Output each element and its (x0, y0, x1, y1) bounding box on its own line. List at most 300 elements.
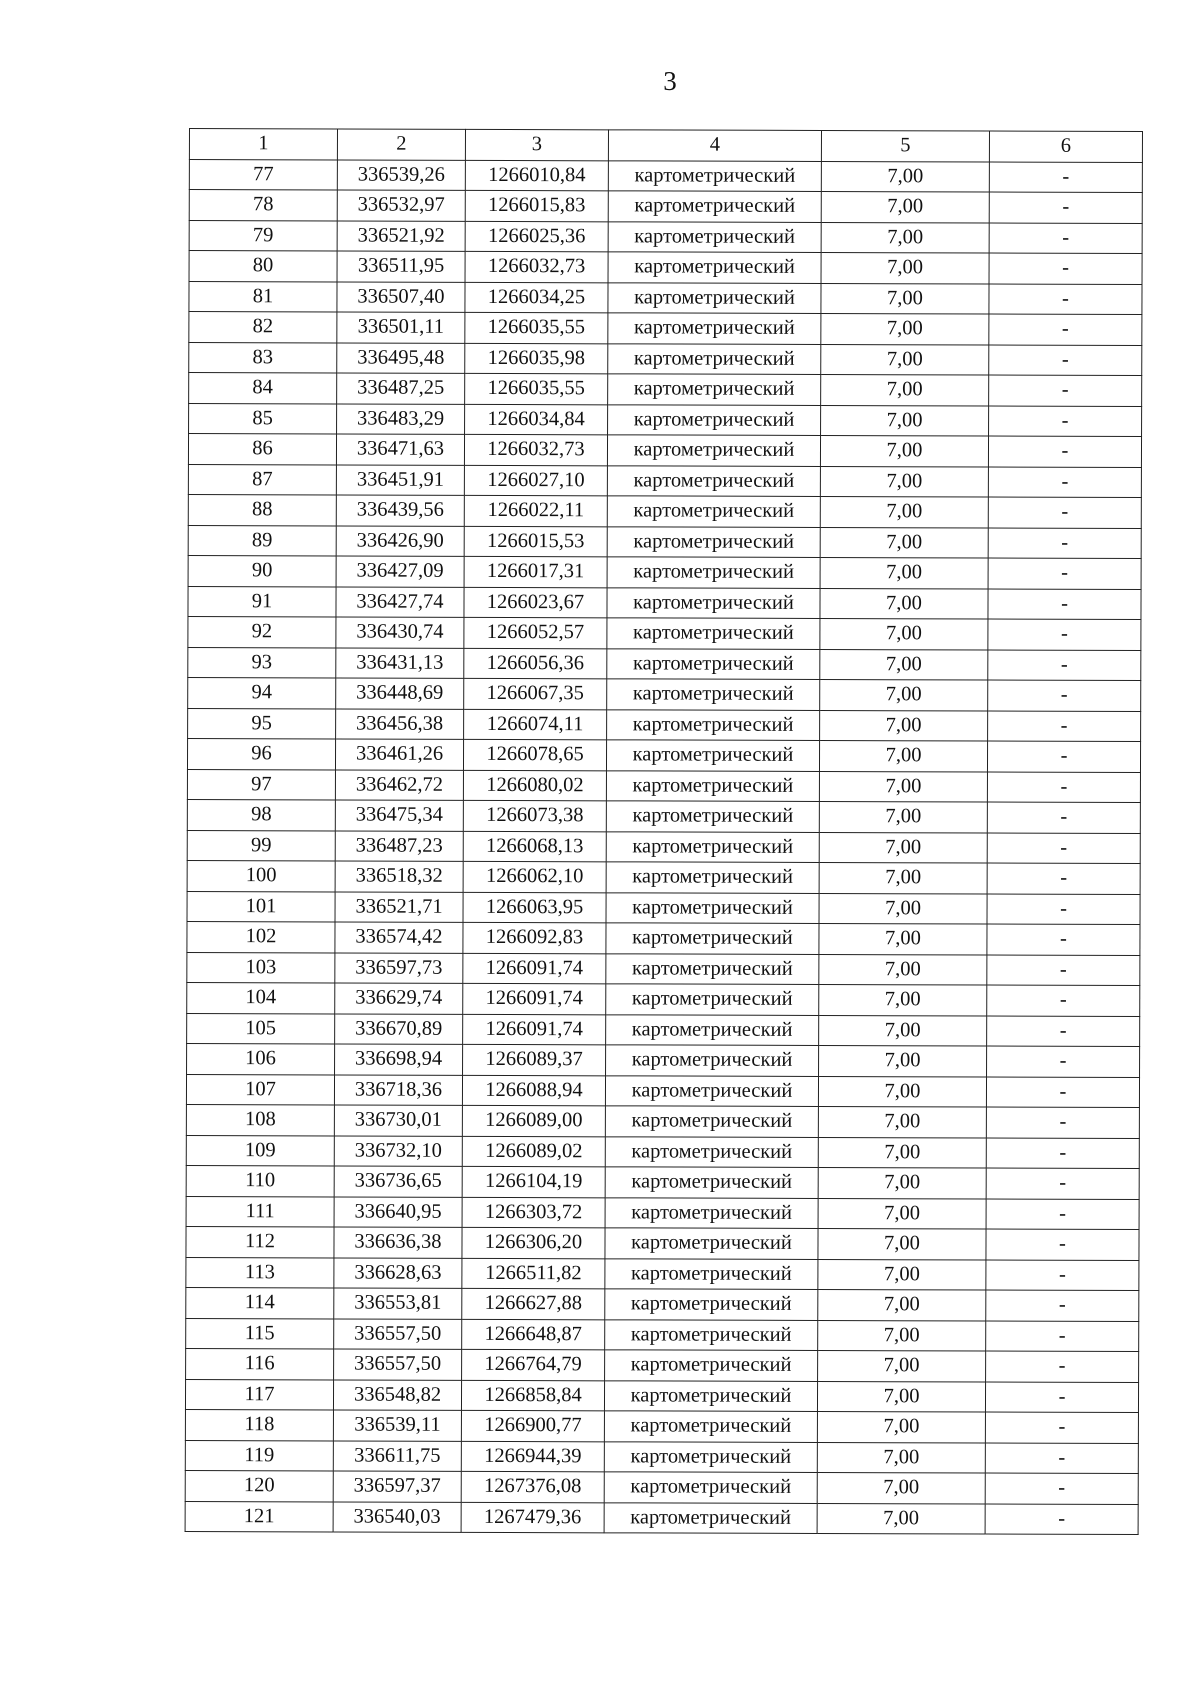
point-number-cell: 92 (188, 616, 336, 647)
point-number-cell: 105 (187, 1013, 335, 1044)
accuracy-cell: 7,00 (817, 1411, 985, 1442)
method-cell: картометрический (606, 770, 819, 801)
table-row (189, 251, 1142, 284)
accuracy-cell: 7,00 (820, 466, 988, 497)
accuracy-cell: 7,00 (817, 1442, 985, 1473)
x-coordinate-cell: 336471,63 (336, 434, 464, 465)
table-row (187, 799, 1140, 832)
accuracy-cell: 7,00 (817, 1381, 985, 1412)
y-coordinate-cell: 1266089,02 (462, 1136, 605, 1167)
table-row (185, 1409, 1138, 1442)
note-cell: - (989, 375, 1142, 406)
accuracy-cell: 7,00 (821, 222, 989, 253)
note-cell: - (987, 955, 1140, 986)
y-coordinate-cell: 1266035,55 (465, 312, 608, 343)
method-cell: картометрический (605, 1350, 818, 1381)
note-cell: - (985, 1412, 1138, 1443)
table-row (186, 1348, 1139, 1381)
accuracy-cell: 7,00 (819, 1015, 987, 1046)
x-coordinate-cell: 336574,42 (335, 922, 463, 953)
x-coordinate-cell: 336431,13 (336, 647, 464, 678)
method-cell: картометрический (608, 160, 821, 191)
y-coordinate-cell: 1266027,10 (464, 465, 607, 496)
note-cell: - (988, 619, 1141, 650)
note-cell: - (987, 741, 1140, 772)
accuracy-cell: 7,00 (821, 283, 989, 314)
table-row (185, 1440, 1138, 1473)
point-number-cell: 93 (188, 647, 336, 678)
y-coordinate-cell: 1266010,84 (465, 160, 608, 191)
table-row (188, 616, 1141, 649)
method-cell: картометрический (608, 252, 821, 283)
point-number-cell: 108 (186, 1104, 334, 1135)
x-coordinate-cell: 336629,74 (335, 983, 463, 1014)
coordinates-table (185, 128, 1143, 1535)
table-header (189, 129, 1142, 162)
method-cell: картометрический (604, 1380, 817, 1411)
point-number-cell: 90 (188, 555, 336, 586)
note-cell: - (988, 528, 1141, 559)
y-coordinate-cell: 1266056,36 (464, 648, 607, 679)
method-cell: картометрический (606, 862, 819, 893)
note-cell: - (988, 497, 1141, 528)
accuracy-cell: 7,00 (819, 801, 987, 832)
x-coordinate-cell: 336448,69 (336, 678, 464, 709)
y-coordinate-cell: 1266034,25 (465, 282, 608, 313)
accuracy-cell: 7,00 (821, 161, 989, 192)
x-coordinate-cell: 336426,90 (336, 525, 464, 556)
method-cell: картометрический (607, 557, 820, 588)
y-coordinate-cell: 1266944,39 (461, 1441, 604, 1472)
note-cell: - (987, 772, 1140, 803)
point-number-cell: 113 (186, 1257, 334, 1288)
table-row (187, 982, 1140, 1015)
method-cell: картометрический (606, 892, 819, 923)
point-number-cell: 84 (189, 373, 337, 404)
x-coordinate-cell: 336557,50 (334, 1349, 462, 1380)
y-coordinate-cell: 1266032,73 (464, 434, 607, 465)
x-coordinate-cell: 336451,91 (336, 464, 464, 495)
table-row (189, 403, 1142, 436)
method-cell: картометрический (608, 191, 821, 222)
table-row (186, 1196, 1139, 1229)
point-number-cell: 100 (187, 860, 335, 891)
note-cell: - (989, 284, 1142, 315)
note-cell: - (987, 985, 1140, 1016)
method-cell: картометрический (607, 465, 820, 496)
accuracy-cell: 7,00 (818, 1076, 986, 1107)
accuracy-cell: 7,00 (819, 954, 987, 985)
method-cell: картометрический (608, 221, 821, 252)
point-number-cell: 95 (188, 708, 336, 739)
accuracy-cell: 7,00 (821, 313, 989, 344)
x-coordinate-cell: 336427,74 (336, 586, 464, 617)
table-row (188, 647, 1141, 680)
y-coordinate-cell: 1266511,82 (462, 1258, 605, 1289)
method-cell: картометрический (606, 831, 819, 862)
method-cell: картометрический (605, 1289, 818, 1320)
method-cell: картометрический (607, 618, 820, 649)
method-cell: картометрический (608, 282, 821, 313)
method-cell: картометрический (607, 709, 820, 740)
note-cell: - (985, 1443, 1138, 1474)
y-coordinate-cell: 1266089,00 (462, 1105, 605, 1136)
point-number-cell: 81 (189, 281, 337, 312)
point-number-cell: 115 (186, 1318, 334, 1349)
page-number: 3 (663, 66, 677, 96)
point-number-cell: 120 (185, 1470, 333, 1501)
table-row (186, 1257, 1139, 1290)
point-number-cell: 101 (187, 891, 335, 922)
note-cell: - (987, 833, 1140, 864)
method-cell: картометрический (605, 1228, 818, 1259)
x-coordinate-cell: 336507,40 (337, 281, 465, 312)
note-cell: - (986, 1321, 1139, 1352)
table-row (187, 860, 1140, 893)
note-cell: - (986, 1168, 1139, 1199)
accuracy-cell: 7,00 (820, 618, 988, 649)
table-row (187, 891, 1140, 924)
method-cell: картометрический (605, 1106, 818, 1137)
point-number-cell: 106 (187, 1043, 335, 1074)
y-coordinate-cell: 1266080,02 (463, 770, 606, 801)
note-cell: - (986, 1199, 1139, 1230)
method-cell: картометрический (605, 1167, 818, 1198)
accuracy-cell: 7,00 (820, 679, 988, 710)
x-coordinate-cell: 336501,11 (337, 312, 465, 343)
accuracy-cell: 7,00 (817, 1503, 985, 1534)
table-row (189, 373, 1142, 406)
x-coordinate-cell: 336636,38 (334, 1227, 462, 1258)
x-coordinate-cell: 336487,25 (337, 373, 465, 404)
x-coordinate-cell: 336732,10 (334, 1135, 462, 1166)
x-coordinate-cell: 336730,01 (334, 1105, 462, 1136)
x-coordinate-cell: 336640,95 (334, 1196, 462, 1227)
table-row (189, 281, 1142, 314)
point-number-cell: 87 (188, 464, 336, 495)
accuracy-cell: 7,00 (820, 588, 988, 619)
point-number-cell: 79 (189, 220, 337, 251)
table-row (186, 1287, 1139, 1320)
point-number-cell: 85 (189, 403, 337, 434)
y-coordinate-cell: 1266764,79 (462, 1349, 605, 1380)
y-coordinate-cell: 1266306,20 (462, 1227, 605, 1258)
y-coordinate-cell: 1266034,84 (465, 404, 608, 435)
accuracy-cell: 7,00 (819, 923, 987, 954)
method-cell: картометрический (608, 374, 821, 405)
method-cell: картометрический (606, 1014, 819, 1045)
note-cell: - (989, 192, 1142, 223)
table-row (188, 708, 1141, 741)
method-cell: картометрический (607, 679, 820, 710)
method-cell: картометрический (607, 526, 820, 557)
table-row (188, 494, 1141, 527)
point-number-cell: 102 (187, 921, 335, 952)
accuracy-cell: 7,00 (818, 1228, 986, 1259)
point-number-cell: 103 (187, 952, 335, 983)
point-number-cell: 80 (189, 251, 337, 282)
accuracy-cell: 7,00 (819, 893, 987, 924)
x-coordinate-cell: 336539,26 (337, 159, 465, 190)
point-number-cell: 119 (185, 1440, 333, 1471)
point-number-cell: 77 (189, 159, 337, 190)
method-cell: картометрический (606, 1045, 819, 1076)
method-cell: картометрический (604, 1502, 817, 1533)
x-coordinate-cell: 336439,56 (336, 495, 464, 526)
method-cell: картометрический (608, 404, 821, 435)
y-coordinate-cell: 1266092,83 (463, 922, 606, 953)
x-coordinate-cell: 336521,71 (335, 891, 463, 922)
table-row (187, 1013, 1140, 1046)
y-coordinate-cell: 1266074,11 (464, 709, 607, 740)
point-number-cell: 104 (187, 982, 335, 1013)
note-cell: - (986, 1260, 1139, 1291)
point-number-cell: 109 (186, 1135, 334, 1166)
column-header-4: 4 (608, 130, 821, 161)
method-cell: картометрический (604, 1441, 817, 1472)
y-coordinate-cell: 1266067,35 (464, 678, 607, 709)
note-cell: - (986, 1290, 1139, 1321)
point-number-cell: 96 (187, 738, 335, 769)
accuracy-cell: 7,00 (818, 1289, 986, 1320)
x-coordinate-cell: 336670,89 (335, 1013, 463, 1044)
y-coordinate-cell: 1266023,67 (464, 587, 607, 618)
accuracy-cell: 7,00 (821, 344, 989, 375)
y-coordinate-cell: 1266052,57 (464, 617, 607, 648)
x-coordinate-cell: 336462,72 (335, 769, 463, 800)
point-number-cell: 82 (189, 312, 337, 343)
point-number-cell: 118 (185, 1409, 333, 1440)
note-cell: - (988, 680, 1141, 711)
note-cell: - (986, 1107, 1139, 1138)
table-row (188, 555, 1141, 588)
accuracy-cell: 7,00 (818, 1106, 986, 1137)
table-row (188, 525, 1141, 558)
point-number-cell: 111 (186, 1196, 334, 1227)
point-number-cell: 114 (186, 1287, 334, 1318)
note-cell: - (986, 1351, 1139, 1382)
y-coordinate-cell: 1266063,95 (463, 892, 606, 923)
table-row (186, 1318, 1139, 1351)
accuracy-cell: 7,00 (817, 1472, 985, 1503)
method-cell: картометрический (605, 1197, 818, 1228)
table-row (187, 769, 1140, 802)
y-coordinate-cell: 1266091,74 (463, 1014, 606, 1045)
point-number-cell: 94 (188, 677, 336, 708)
note-cell: - (987, 802, 1140, 833)
method-cell: картометрический (605, 1075, 818, 1106)
y-coordinate-cell: 1266062,10 (463, 861, 606, 892)
method-cell: картометрический (607, 435, 820, 466)
note-cell: - (989, 253, 1142, 284)
accuracy-cell: 7,00 (819, 740, 987, 771)
accuracy-cell: 7,00 (818, 1350, 986, 1381)
accuracy-cell: 7,00 (819, 862, 987, 893)
accuracy-cell: 7,00 (818, 1320, 986, 1351)
table-row (186, 1226, 1139, 1259)
y-coordinate-cell: 1266900,77 (461, 1410, 604, 1441)
y-coordinate-cell: 1266035,55 (465, 373, 608, 404)
point-number-cell: 91 (188, 586, 336, 617)
point-number-cell: 89 (188, 525, 336, 556)
table-row (187, 952, 1140, 985)
note-cell: - (985, 1473, 1138, 1504)
accuracy-cell: 7,00 (820, 527, 988, 558)
y-coordinate-cell: 1266091,74 (463, 983, 606, 1014)
x-coordinate-cell: 336532,97 (337, 190, 465, 221)
point-number-cell: 112 (186, 1226, 334, 1257)
method-cell: картометрический (604, 1472, 817, 1503)
point-number-cell: 99 (187, 830, 335, 861)
x-coordinate-cell: 336495,48 (337, 342, 465, 373)
x-coordinate-cell: 336557,50 (334, 1318, 462, 1349)
x-coordinate-cell: 336539,11 (333, 1410, 461, 1441)
point-number-cell: 110 (186, 1165, 334, 1196)
y-coordinate-cell: 1266088,94 (462, 1075, 605, 1106)
method-cell: картометрический (606, 923, 819, 954)
point-number-cell: 78 (189, 190, 337, 221)
table-row (188, 464, 1141, 497)
point-number-cell: 98 (187, 799, 335, 830)
accuracy-cell: 7,00 (818, 1167, 986, 1198)
x-coordinate-cell: 336597,37 (333, 1471, 461, 1502)
table-row (185, 1470, 1138, 1503)
table-row (189, 159, 1142, 192)
point-number-cell: 97 (187, 769, 335, 800)
note-cell: - (988, 558, 1141, 589)
table-row (186, 1104, 1139, 1137)
point-number-cell: 117 (185, 1379, 333, 1410)
y-coordinate-cell: 1266015,53 (464, 526, 607, 557)
y-coordinate-cell: 1266032,73 (465, 251, 608, 282)
accuracy-cell: 7,00 (820, 710, 988, 741)
note-cell: - (989, 314, 1142, 345)
note-cell: - (988, 436, 1141, 467)
table-row (186, 1135, 1139, 1168)
x-coordinate-cell: 336698,94 (335, 1044, 463, 1075)
method-cell: картометрический (608, 313, 821, 344)
y-coordinate-cell: 1267479,36 (461, 1502, 604, 1533)
note-cell: - (985, 1382, 1138, 1413)
method-cell: картометрический (608, 343, 821, 374)
x-coordinate-cell: 336475,34 (335, 800, 463, 831)
accuracy-cell: 7,00 (820, 649, 988, 680)
y-coordinate-cell: 1266078,65 (463, 739, 606, 770)
note-cell: - (986, 1077, 1139, 1108)
accuracy-cell: 7,00 (819, 771, 987, 802)
accuracy-cell: 7,00 (819, 1045, 987, 1076)
y-coordinate-cell: 1266858,84 (461, 1380, 604, 1411)
method-cell: картометрический (607, 648, 820, 679)
x-coordinate-cell: 336487,23 (335, 830, 463, 861)
column-header-3: 3 (465, 129, 608, 160)
x-coordinate-cell: 336553,81 (334, 1288, 462, 1319)
note-cell: - (987, 863, 1140, 894)
table-row (185, 1379, 1138, 1412)
method-cell: картометрический (604, 1411, 817, 1442)
note-cell: - (988, 650, 1141, 681)
column-header-5: 5 (821, 130, 989, 161)
method-cell: картометрический (607, 496, 820, 527)
y-coordinate-cell: 1267376,08 (461, 1471, 604, 1502)
note-cell: - (988, 589, 1141, 620)
y-coordinate-cell: 1266022,11 (464, 495, 607, 526)
method-cell: картометрический (605, 1319, 818, 1350)
table-row (187, 921, 1140, 954)
table-row (186, 1165, 1139, 1198)
method-cell: картометрический (607, 587, 820, 618)
note-cell: - (985, 1504, 1138, 1535)
method-cell: картометрический (606, 740, 819, 771)
x-coordinate-cell: 336430,74 (336, 617, 464, 648)
accuracy-cell: 7,00 (821, 191, 989, 222)
x-coordinate-cell: 336628,63 (334, 1257, 462, 1288)
accuracy-cell: 7,00 (818, 1259, 986, 1290)
y-coordinate-cell: 1266091,74 (463, 953, 606, 984)
accuracy-cell: 7,00 (820, 557, 988, 588)
method-cell: картометрический (606, 984, 819, 1015)
y-coordinate-cell: 1266648,87 (462, 1319, 605, 1350)
table-row (188, 586, 1141, 619)
y-coordinate-cell: 1266627,88 (462, 1288, 605, 1319)
y-coordinate-cell: 1266068,13 (463, 831, 606, 862)
point-number-cell: 88 (188, 494, 336, 525)
x-coordinate-cell: 336511,95 (337, 251, 465, 282)
column-header-6: 6 (989, 131, 1142, 162)
note-cell: - (989, 345, 1142, 376)
method-cell: картометрический (606, 953, 819, 984)
accuracy-cell: 7,00 (820, 496, 988, 527)
table-row (187, 738, 1140, 771)
table-row (189, 190, 1142, 223)
table-row (187, 830, 1140, 863)
x-coordinate-cell: 336611,75 (333, 1440, 461, 1471)
point-number-cell: 121 (185, 1501, 333, 1532)
y-coordinate-cell: 1266104,19 (462, 1166, 605, 1197)
table-row (186, 1074, 1139, 1107)
x-coordinate-cell: 336597,73 (335, 952, 463, 983)
column-header-2: 2 (337, 129, 465, 160)
note-cell: - (987, 1016, 1140, 1047)
accuracy-cell: 7,00 (820, 435, 988, 466)
y-coordinate-cell: 1266025,36 (465, 221, 608, 252)
note-cell: - (986, 1138, 1139, 1169)
table-row (188, 677, 1141, 710)
method-cell: картометрический (606, 801, 819, 832)
accuracy-cell: 7,00 (818, 1198, 986, 1229)
x-coordinate-cell: 336736,65 (334, 1166, 462, 1197)
accuracy-cell: 7,00 (821, 374, 989, 405)
table-row (188, 434, 1141, 467)
x-coordinate-cell: 336456,38 (336, 708, 464, 739)
note-cell: - (989, 406, 1142, 437)
note-cell: - (987, 924, 1140, 955)
x-coordinate-cell: 336718,36 (334, 1074, 462, 1105)
note-cell: - (989, 162, 1142, 193)
method-cell: картометрический (605, 1136, 818, 1167)
table-row (189, 220, 1142, 253)
point-number-cell: 86 (188, 434, 336, 465)
x-coordinate-cell: 336518,32 (335, 861, 463, 892)
x-coordinate-cell: 336521,92 (337, 220, 465, 251)
point-number-cell: 83 (189, 342, 337, 373)
y-coordinate-cell: 1266089,37 (463, 1044, 606, 1075)
table-row (187, 1043, 1140, 1076)
y-coordinate-cell: 1266303,72 (462, 1197, 605, 1228)
note-cell: - (987, 1046, 1140, 1077)
method-cell: картометрический (605, 1258, 818, 1289)
x-coordinate-cell: 336483,29 (337, 403, 465, 434)
